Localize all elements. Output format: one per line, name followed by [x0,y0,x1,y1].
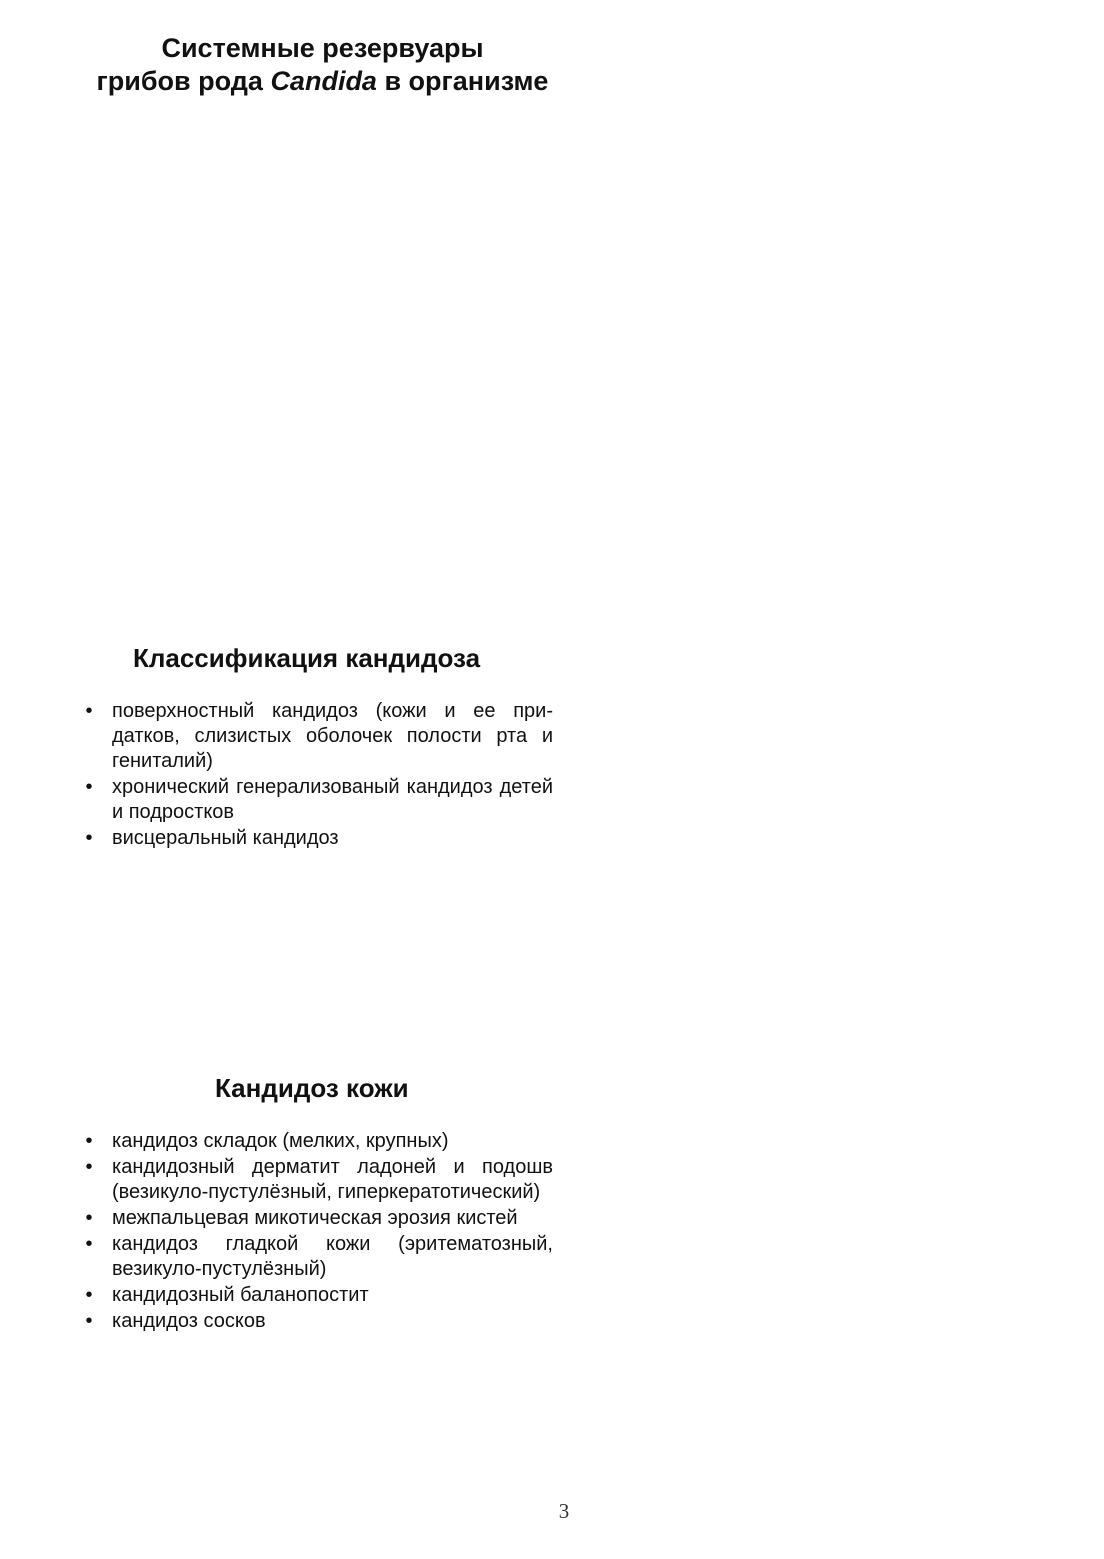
page-number: 3 [558,1499,570,1523]
bullet-marker: • [85,827,93,849]
list-item [83,775,553,825]
skin-candidiasis-heading: Кандидоз кожи [215,1073,409,1103]
title-line-1: Системные резервуары [161,33,484,63]
title-genus-name: Candida [270,66,377,96]
list-item [83,1155,553,1205]
title-line-2-end: в организме [376,66,549,96]
bullet-marker: • [85,700,93,722]
title-line-2 [80,65,565,98]
bullet-marker: • [85,1284,93,1306]
bullet-marker: • [85,1207,93,1229]
list-item-text: кандидозный дерматит ладоней и подошв (везикуло-пустулёзный, гиперкератотический) [112,1156,553,1203]
list-item-text: кандидоз гладкой кожи (эритематозный, везикуло-пустулёзный) [112,1233,553,1280]
list-item-text: межпальцевая микотическая эрозия кистей [112,1207,518,1229]
list-item [83,1232,553,1282]
bullet-marker: • [85,1156,93,1178]
list-item [83,826,553,851]
page-title [80,32,565,98]
bullet-marker: • [85,776,93,798]
classification-heading: Классификация кандидоза [133,643,481,673]
list-item [83,1283,553,1308]
title-line-2-start: грибов рода [96,66,271,96]
bullet-marker: • [85,1233,93,1255]
list-item [83,1309,553,1334]
list-item-text: висцеральный кандидоз [112,827,339,849]
list-item [83,1206,553,1231]
bullet-marker: • [85,1310,93,1332]
list-item-text: кандидоз сосков [112,1310,266,1332]
list-item-text: хронический генерализованый кандидоз детей и подростков [112,776,553,823]
list-item-text: кандидозный баланопостит [112,1284,369,1306]
list-item-text: поверхностный кандидоз (кожи и ее придатков, слизистых оболочек полости рта и гениталий) [112,700,553,772]
list-item [83,1129,553,1154]
bullet-marker: • [85,1130,93,1152]
list-item [83,699,553,774]
skin-candidiasis-list [83,1129,553,1335]
classification-list [83,699,553,852]
list-item-text: кандидоз складок (мелких, крупных) [112,1130,449,1152]
